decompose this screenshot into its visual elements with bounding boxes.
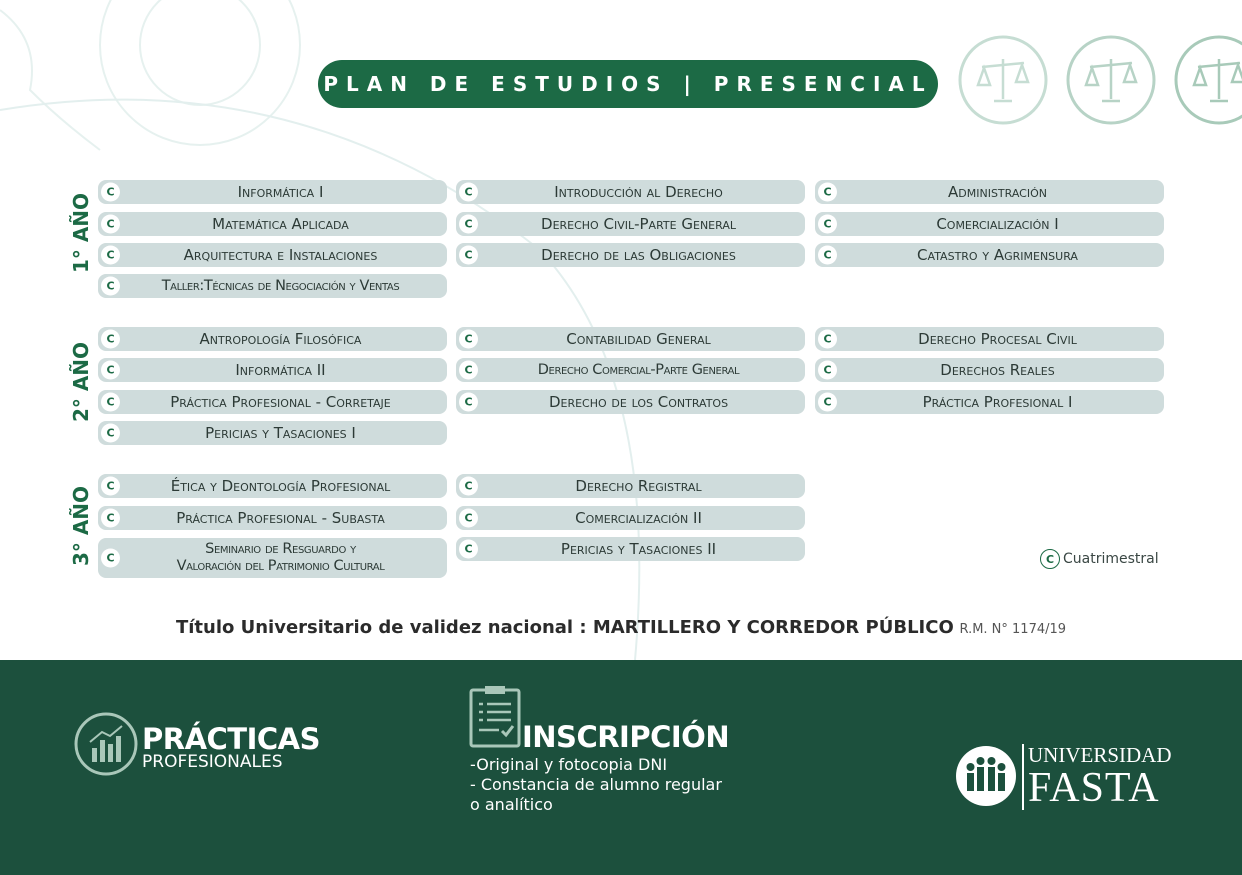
subject-label: Antropología Filosófica xyxy=(199,329,362,348)
subject-label: Taller:Técnicas de Negociación y Ventas xyxy=(161,277,400,294)
c-badge: C xyxy=(101,424,120,443)
c-badge: C xyxy=(459,393,478,412)
c-badge: C xyxy=(459,361,478,380)
subject-label: Contabilidad General xyxy=(566,329,711,348)
degree-name: MARTILLERO Y CORREDOR PÚBLICO xyxy=(592,617,954,638)
inscripcion-title: INSCRIPCIÓN xyxy=(522,720,730,754)
degree-title xyxy=(0,617,1242,638)
c-badge: C xyxy=(818,246,837,265)
subject-pill xyxy=(815,390,1164,414)
subject-pill xyxy=(456,212,805,236)
fasta-logo-icon xyxy=(955,745,1017,807)
subject-label: Comercialización I xyxy=(936,214,1059,233)
subject-label: Práctica Profesional - Subasta xyxy=(176,508,385,527)
scale-icon xyxy=(1066,35,1156,125)
subject-label: Derecho Comercial-Parte General xyxy=(537,361,740,378)
inscripcion-item: -Original y fotocopia DNI xyxy=(470,755,668,774)
c-badge: C xyxy=(459,215,478,234)
subject-pill xyxy=(98,358,447,382)
subject-pill xyxy=(98,390,447,414)
inscripcion-item: o analítico xyxy=(470,795,553,814)
subject-label: Pericias y Tasaciones I xyxy=(205,423,356,442)
c-badge: C xyxy=(101,477,120,496)
logo-text-fasta: FASTA xyxy=(1022,766,1160,810)
subject-pill xyxy=(456,358,805,382)
subject-label: Práctica Profesional I xyxy=(922,392,1073,411)
subject-label: Pericias y Tasaciones II xyxy=(560,539,717,558)
subject-label: Catastro y Agrimensura xyxy=(917,245,1078,264)
c-badge: C xyxy=(459,477,478,496)
year-label-text: 2° AÑO xyxy=(69,341,94,423)
subject-label: Derecho de los Contratos xyxy=(548,392,729,411)
c-badge: C xyxy=(818,393,837,412)
scale-icon xyxy=(1174,35,1242,125)
subject-label: Derecho de las Obligaciones xyxy=(541,245,736,264)
subject-label: Administración xyxy=(948,182,1047,201)
subject-label: Matemática Aplicada xyxy=(212,214,349,233)
year-label-text: 3° AÑO xyxy=(69,485,94,567)
subject-label: Derecho Procesal Civil xyxy=(918,329,1077,348)
c-badge: C xyxy=(101,330,120,349)
logo-text-universidad: UNIVERSIDAD xyxy=(1022,744,1172,766)
subject-label: Arquitectura e Instalaciones xyxy=(183,245,378,264)
c-badge: C xyxy=(459,246,478,265)
subject-pill xyxy=(456,327,805,351)
subject-pill xyxy=(98,274,447,298)
c-badge: C xyxy=(818,361,837,380)
bar-chart-icon xyxy=(74,712,138,776)
c-badge: C xyxy=(459,540,478,559)
year-label-2 xyxy=(66,327,96,437)
subject-label: Introducción al Derecho xyxy=(554,182,723,201)
subject-pill xyxy=(815,212,1164,236)
inscripcion-item: - Constancia de alumno regular xyxy=(470,775,722,794)
subject-pill xyxy=(456,506,805,530)
subject-pill xyxy=(98,327,447,351)
c-badge: C xyxy=(101,393,120,412)
plan-banner xyxy=(318,60,938,108)
year-label-3 xyxy=(66,474,96,578)
subject-pill xyxy=(815,327,1164,351)
subject-pill xyxy=(815,243,1164,267)
c-badge: C xyxy=(459,509,478,528)
c-badge: C xyxy=(459,183,478,202)
subject-label: Ética y Deontología Profesional xyxy=(170,476,391,495)
subject-label: Derechos Reales xyxy=(940,360,1055,379)
subject-pill xyxy=(98,538,447,578)
practicas-title: PRÁCTICAS xyxy=(142,722,320,756)
year-label-text: 1° AÑO xyxy=(69,192,94,274)
c-badge: C xyxy=(101,246,120,265)
scale-icon xyxy=(958,35,1048,125)
subject-pill xyxy=(98,180,447,204)
subject-label: Seminario de Resguardo y Valoración del Patrimonio Cultural xyxy=(176,541,385,574)
subject-pill xyxy=(98,506,447,530)
subject-pill xyxy=(98,212,447,236)
subject-label: Informática II xyxy=(235,360,326,379)
subject-pill xyxy=(815,180,1164,204)
inscripcion-list xyxy=(470,755,722,815)
subject-pill xyxy=(456,474,805,498)
practicas-subtitle: PROFESIONALES xyxy=(142,752,283,772)
subject-pill xyxy=(98,421,447,445)
banner-title: PLAN DE ESTUDIOS | PRESENCIAL xyxy=(323,72,933,96)
c-badge: C xyxy=(101,509,120,528)
c-badge: C xyxy=(101,183,120,202)
c-badge: C xyxy=(459,330,478,349)
c-badge: C xyxy=(818,215,837,234)
degree-prefix: Título Universitario de validez nacional : xyxy=(175,617,593,638)
c-badge: C xyxy=(101,549,120,568)
year-label-1 xyxy=(66,180,96,286)
c-badge: C xyxy=(101,361,120,380)
footer xyxy=(0,660,1242,875)
subject-label: Práctica Profesional - Corretaje xyxy=(170,392,391,411)
subject-pill xyxy=(98,243,447,267)
subject-label: Informática I xyxy=(237,182,324,201)
subject-label: Derecho Civil-Parte General xyxy=(541,214,736,233)
c-badge: C xyxy=(101,277,120,296)
subject-label: Comercialización II xyxy=(575,508,702,527)
subject-pill xyxy=(456,390,805,414)
c-badge: C xyxy=(1040,549,1060,569)
subject-pill xyxy=(456,180,805,204)
c-badge: C xyxy=(818,330,837,349)
c-badge: C xyxy=(101,215,120,234)
legend xyxy=(1040,549,1159,569)
degree-resolution: R.M. N° 1174/19 xyxy=(959,622,1067,637)
subject-pill xyxy=(98,474,447,498)
subject-pill xyxy=(456,537,805,561)
legend-text: Cuatrimestral xyxy=(1063,551,1159,567)
subject-label: Derecho Registral xyxy=(575,476,702,495)
subject-pill xyxy=(815,358,1164,382)
subject-pill xyxy=(456,243,805,267)
checklist-icon xyxy=(469,684,521,748)
c-badge: C xyxy=(818,183,837,202)
